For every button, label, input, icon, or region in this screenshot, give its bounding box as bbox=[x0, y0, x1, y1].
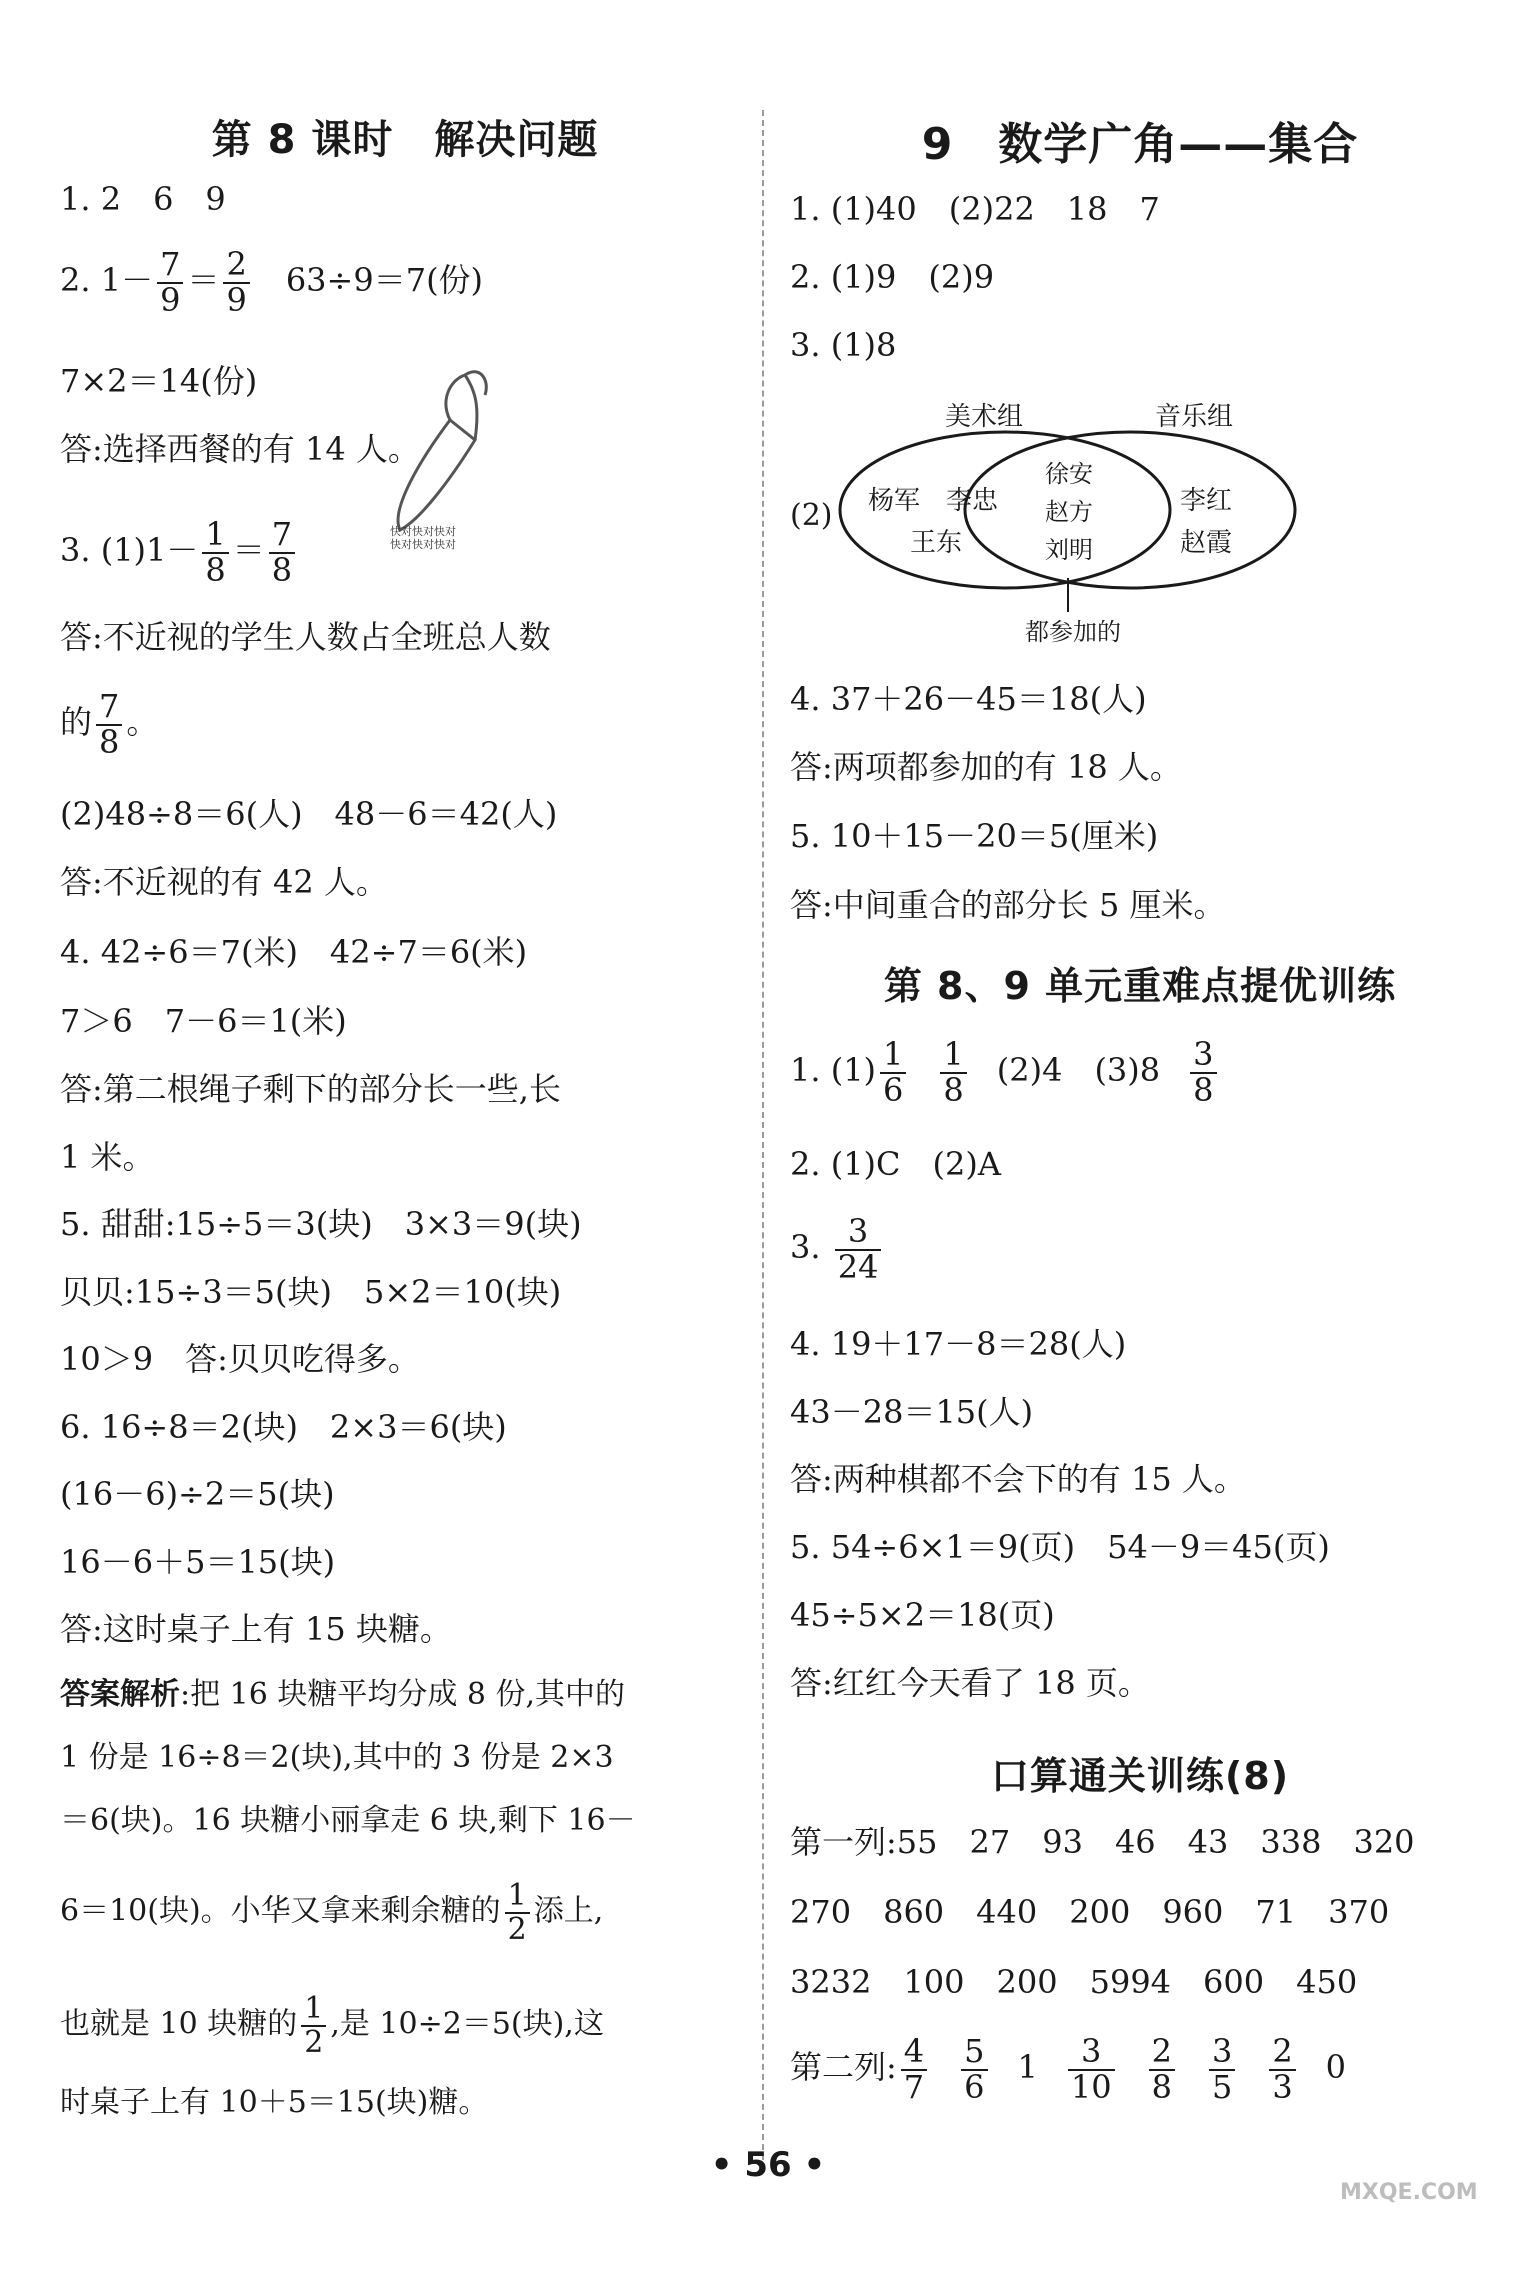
handwritten-note: 快对快对快对 快对快对快对 bbox=[390, 525, 456, 552]
fraction: $\frac{1}{2}$ bbox=[301, 1993, 326, 2058]
answer-explanation: 也就是 10 块糖的 $\frac{1}{2}$ ,是 10÷2＝5(块),这 bbox=[60, 1991, 604, 2060]
answer-line: 43－28＝15(人) bbox=[790, 1393, 1034, 1431]
answer-line: 45÷5×2＝18(页) bbox=[790, 1596, 1055, 1634]
fraction: $\frac{2}{8}$ bbox=[1149, 2035, 1175, 2104]
answer-line: 答:选择西餐的有 14 人。 bbox=[60, 430, 420, 468]
answer-line: 6. 16÷8＝2(块) 2×3＝6(块) bbox=[60, 1408, 507, 1446]
venn-music-only-row2: 赵霞 bbox=[1180, 528, 1233, 558]
answer-line: 270 860 440 200 960 71 370 bbox=[790, 1893, 1390, 1931]
answer-line: 1. (1)40 (2)22 18 7 bbox=[790, 190, 1160, 228]
answer-line: 4. 37＋26－45＝18(人) bbox=[790, 680, 1147, 718]
venn-both-row1: 徐安 bbox=[1045, 460, 1093, 488]
fraction: $\frac{1}{2}$ bbox=[505, 1880, 530, 1945]
fraction: $\frac{4}{7}$ bbox=[901, 2035, 927, 2104]
fraction: $\frac{3}{5}$ bbox=[1209, 2035, 1235, 2104]
venn-music-only-row1: 李红 bbox=[1180, 486, 1233, 516]
answer-explanation: ＝6(块)。16 块糖小丽拿走 6 块,剩下 16－ bbox=[60, 1803, 636, 1838]
section-title-lesson8: 第 8 课时 解决问题 bbox=[211, 117, 599, 163]
answer-line: 5. 甜甜:15÷5＝3(块) 3×3＝9(块) bbox=[60, 1205, 582, 1243]
answer-line: 4. 42÷6＝7(米) 42÷7＝6(米) bbox=[60, 933, 528, 971]
fraction: $\frac{1}{8}$ bbox=[202, 518, 228, 587]
answer-line: 第二列: $\frac{4}{7}$ $\frac{5}{6}$ 1 $\frac{3}{10}$ $\frac{2}{8}$ $\frac{3}{5}$ $\frac{2}{3}$ 0 bbox=[790, 2032, 1347, 2106]
answer-line: 答:两项都参加的有 18 人。 bbox=[790, 748, 1182, 786]
venn-both-row3: 刘明 bbox=[1045, 536, 1093, 564]
venn-circle-music bbox=[965, 432, 1295, 588]
answer-line: 4. 19＋17－8＝28(人) bbox=[790, 1325, 1127, 1363]
answer-line: 16－6＋5＝15(块) bbox=[60, 1543, 336, 1581]
answer-line: 5. 10＋15－20＝5(厘米) bbox=[790, 817, 1159, 855]
answer-line: 3232 100 200 5994 600 450 bbox=[790, 1963, 1358, 2001]
answer-line: 贝贝:15÷3＝5(块) 5×2＝10(块) bbox=[60, 1273, 562, 1311]
venn-art-only-row1: 杨军 李忠 bbox=[868, 486, 999, 516]
answer-line: (2)48÷8＝6(人) 48－6＝42(人) bbox=[60, 795, 558, 833]
answer-line: 1. (1) $\frac{1}{6}$ $\frac{1}{8}$ (2)4 (3)8 $\frac{3}{8}$ bbox=[790, 1038, 1221, 1107]
venn-both-row2: 赵方 bbox=[1045, 498, 1093, 526]
answer-line: 答:不近视的学生人数占全班总人数 bbox=[60, 618, 551, 656]
fraction: $\frac{3}{24}$ bbox=[835, 1215, 882, 1284]
fraction: $\frac{7}{8}$ bbox=[269, 518, 295, 587]
answer-line: 2. 1－ $\frac{7}{9}$ ＝ $\frac{2}{9}$ 63÷9＝7(份) bbox=[60, 245, 484, 319]
answer-line: 答:两种棋都不会下的有 15 人。 bbox=[790, 1460, 1246, 1498]
section-title-unit-review: 第 8、9 单元重难点提优训练 bbox=[883, 964, 1397, 1008]
fraction: $\frac{1}{8}$ bbox=[940, 1038, 966, 1107]
answer-explanation: 1 份是 16÷8＝2(块),其中的 3 份是 2×3 bbox=[60, 1740, 614, 1775]
answer-explanation: 答案解析:把 16 块糖平均分成 8 份,其中的 bbox=[60, 1677, 626, 1712]
watermark-text: MXQE.COM bbox=[1340, 2180, 1478, 2205]
fraction: $\frac{2}{9}$ bbox=[223, 248, 249, 317]
section-title-sets: 9 数学广角——集合 bbox=[921, 119, 1359, 170]
answer-line: 2. (1)C (2)A bbox=[790, 1145, 1001, 1183]
answer-line: 答:不近视的有 42 人。 bbox=[60, 863, 388, 901]
answer-line: 2. (1)9 (2)9 bbox=[790, 258, 995, 296]
answer-line: 7×2＝14(份) bbox=[60, 362, 258, 400]
answer-line: 的 $\frac{7}{8}$ 。 bbox=[60, 687, 159, 761]
fraction: $\frac{3}{10}$ bbox=[1068, 2035, 1115, 2104]
venn-part-label: (2) bbox=[790, 498, 833, 533]
answer-explanation: 时桌子上有 10＋5＝15(块)糖。 bbox=[60, 2085, 489, 2120]
fraction: $\frac{3}{8}$ bbox=[1190, 1038, 1216, 1107]
venn-art-only-row2: 王东 bbox=[910, 528, 963, 558]
answer-line: 3. (1)1－ $\frac{1}{8}$ ＝ $\frac{7}{8}$ bbox=[60, 518, 299, 587]
answer-line: 1. 2 6 9 bbox=[60, 180, 226, 218]
section-title-mental-math: 口算通关训练(8) bbox=[990, 1754, 1290, 1798]
answer-line: 10＞9 答:贝贝吃得多。 bbox=[60, 1340, 420, 1378]
answer-line: 答:这时桌子上有 15 块糖。 bbox=[60, 1610, 452, 1648]
fraction: $\frac{2}{3}$ bbox=[1269, 2035, 1295, 2104]
venn-label-art: 美术组 bbox=[945, 402, 1024, 432]
venn-label-music: 音乐组 bbox=[1155, 402, 1234, 432]
answer-line: (16－6)÷2＝5(块) bbox=[60, 1475, 335, 1513]
fraction: $\frac{5}{6}$ bbox=[961, 2035, 987, 2104]
column-divider bbox=[762, 110, 764, 2160]
venn-diagram bbox=[790, 390, 1350, 650]
answer-line: 7＞6 7－6＝1(米) bbox=[60, 1002, 347, 1040]
answer-line: 第一列:55 27 93 46 43 338 320 bbox=[790, 1823, 1415, 1861]
venn-bottom-label: 都参加的 bbox=[1025, 618, 1121, 646]
carrot-stamp-icon bbox=[380, 360, 500, 540]
page-number: • 56 • bbox=[710, 2145, 826, 2185]
answer-line: 3. $\frac{3}{24}$ bbox=[790, 1215, 885, 1284]
answer-explanation: 6＝10(块)。小华又拿来剩余糖的 $\frac{1}{2}$ 添上, bbox=[60, 1878, 604, 1947]
fraction: $\frac{1}{6}$ bbox=[880, 1038, 906, 1107]
answer-line: 答:中间重合的部分长 5 厘米。 bbox=[790, 886, 1226, 924]
answer-line: 5. 54÷6×1＝9(页) 54－9＝45(页) bbox=[790, 1528, 1330, 1566]
answer-line: 答:第二根绳子剩下的部分长一些,长 bbox=[60, 1070, 561, 1108]
answer-line: 答:红红今天看了 18 页。 bbox=[790, 1664, 1150, 1702]
answer-line: 3. (1)8 bbox=[790, 326, 897, 364]
fraction: $\frac{7}{9}$ bbox=[157, 248, 183, 317]
fraction: $\frac{7}{8}$ bbox=[96, 690, 122, 759]
answer-line: 1 米。 bbox=[60, 1138, 155, 1176]
